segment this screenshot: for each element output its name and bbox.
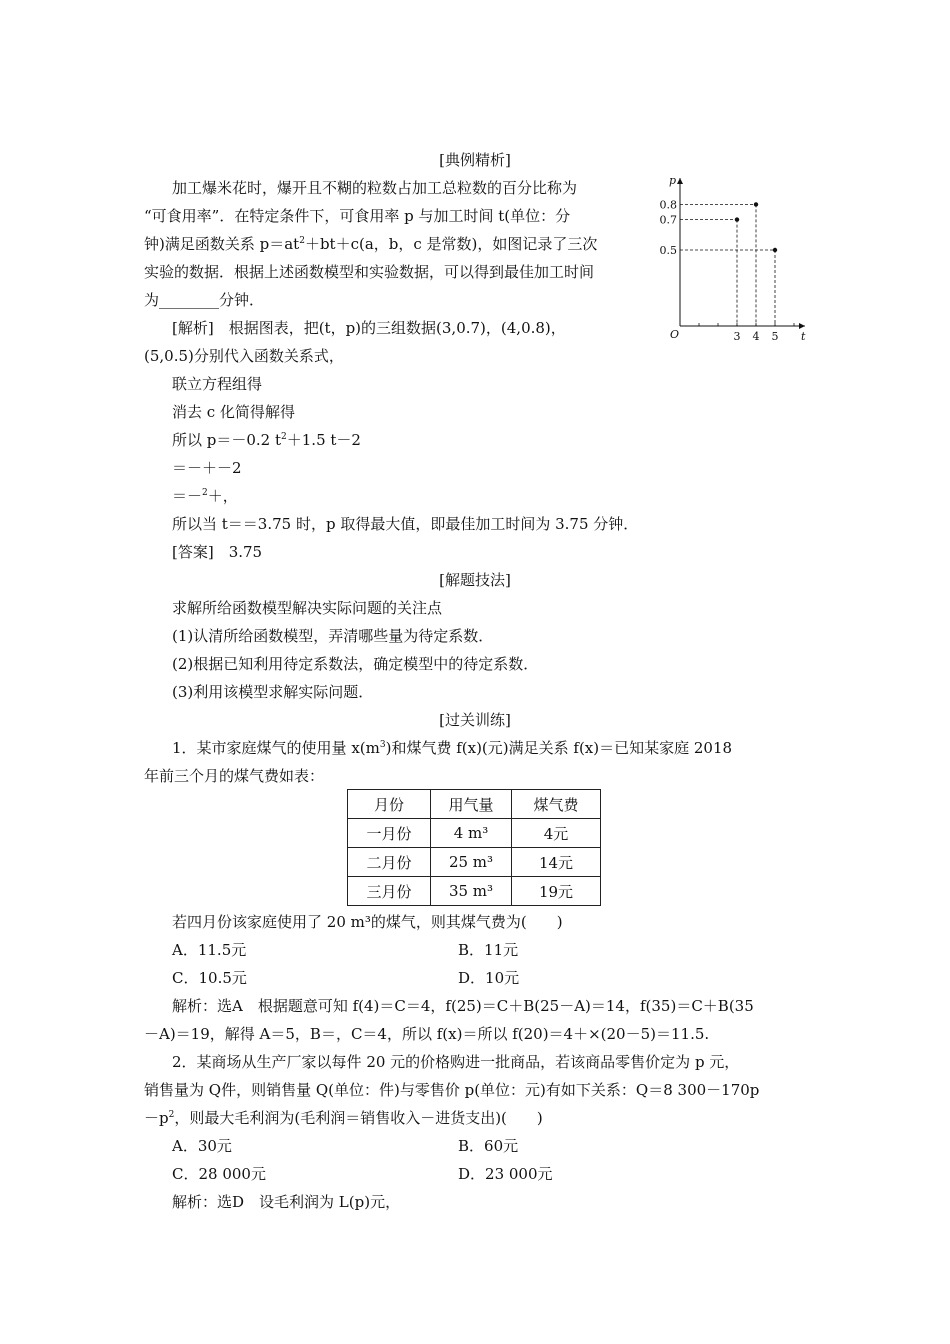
problem-line-2: “可食用率”．在特定条件下，可食用率 p 与加工时间 t(单位：分 <box>144 207 571 225</box>
q1-option-b: B．11元 <box>458 941 519 959</box>
technique-item-1: (1)认清所给函数模型，弄清哪些量为待定系数． <box>172 627 494 645</box>
x-axis-label: t <box>801 330 806 343</box>
q1-option-c: C．10.5元 <box>172 969 247 987</box>
experiment-scatter-chart <box>655 168 815 348</box>
data-point <box>735 217 739 221</box>
analysis-line-1: [解析] 根据图表，把(t，p)的三组数据(3,0.7)，(4,0.8)， <box>172 319 566 337</box>
problem-line-5: 为________分钟． <box>144 291 265 309</box>
analysis-line-4: 消去 c 化简得解得 <box>172 403 295 421</box>
analysis-line-5: 所以 p＝－0.2 $t^2+1.5$ t－2 <box>172 431 361 449</box>
y-axis-arrow <box>677 178 683 184</box>
table-row <box>348 848 601 877</box>
x-tick-label: 3 <box>733 330 741 343</box>
q2-line-1: 2．某商场从生产厂家以每件 20 元的价格购进一批商品，若该商品零售价定为 p 元， <box>172 1053 740 1071</box>
techniques-title: 求解所给函数模型解决实际问题的关注点 <box>172 599 443 617</box>
table-cell: 一月份 <box>348 819 431 848</box>
q1-line-1: 1．某市家庭煤气的使用量 $x(m^3)$和煤气费 f(x)(元)满足关系 f(x)＝已知某家庭 2018 <box>172 739 733 757</box>
gas-fee-table <box>347 789 601 906</box>
table-row <box>348 877 601 906</box>
x-tick-label: 5 <box>771 330 779 343</box>
q1-solution-line-2: －A)＝19，解得 A＝5，B＝，C＝4，所以 f(x)＝所以 f(20)＝4＋×(20－5)＝11.5. <box>144 1025 710 1043</box>
technique-item-2: (2)根据已知利用待定系数法，确定模型中的待定系数． <box>172 655 539 673</box>
q2-option-c: C．28 000元 <box>172 1165 266 1183</box>
problem-line-1: 加工爆米花时，爆开且不糊的粒数占加工总粒数的百分比称为 <box>172 179 578 197</box>
table-row <box>348 819 601 848</box>
analysis-line-6: ＝－＋－2 <box>172 459 242 477</box>
q2-line-2: 销售量为 Q件，则销售量 Q(单位：件)与零售价 p(单位：元)有如下关系：Q＝8 300－170p <box>144 1081 760 1099</box>
table-header-row <box>348 790 601 819</box>
q2-option-a: A．30元 <box>172 1137 232 1155</box>
analysis-line-3: 联立方程组得 <box>172 375 263 393</box>
y-tick-label: 0.8 <box>659 198 677 212</box>
table-cell: 25 m³ <box>431 848 512 877</box>
table-header-cell: 月份 <box>348 790 431 819</box>
data-point <box>773 248 777 252</box>
q2-line-3: $-p^2$，则最大毛利润为(毛利润＝销售收入－进货支出)( ) <box>144 1109 543 1127</box>
problem-line-3: 钟)满足函数关系 $p=at^2+bt+c(a$，b，c 是常数)，如图记录了三次 <box>144 235 598 253</box>
table-cell: 19元 <box>512 877 601 906</box>
table-cell: 4元 <box>512 819 601 848</box>
origin-label: O <box>670 328 680 341</box>
analysis-line-8: 所以当 t＝＝3.75 时，p 取得最大值，即最佳加工时间为 3.75 分钟． <box>172 515 639 533</box>
x-tick-label: 4 <box>752 330 760 343</box>
table-cell: 14元 <box>512 848 601 877</box>
x-axis-arrow <box>799 323 805 329</box>
q1-question: 若四月份该家庭使用了 20 m³的煤气，则其煤气费为( ) <box>172 913 563 931</box>
analysis-line-7: ＝－$^2$＋， <box>172 487 238 505</box>
q2-solution-line: 解析：选D 设毛利润为 L(p)元， <box>172 1193 401 1211</box>
q2-option-b: B．60元 <box>458 1137 519 1155</box>
q1-solution-line-1: 解析：选A 根据题意可知 f(4)＝C＝4，f(25)＝C＋B(25－A)＝14，f(35)＝C＋B(35 <box>172 997 754 1015</box>
technique-item-3: (3)利用该模型求解实际问题． <box>172 683 374 701</box>
problem-line-4: 实验的数据．根据上述函数模型和实验数据，可以得到最佳加工时间 <box>144 263 595 281</box>
table-header-cell: 煤气费 <box>512 790 601 819</box>
y-axis-label: p <box>668 174 676 187</box>
q2-option-d: D．23 000元 <box>458 1165 553 1183</box>
section-heading-examples: [典例精析] <box>439 151 511 169</box>
data-point <box>754 202 758 206</box>
q1-option-a: A．11.5元 <box>172 941 247 959</box>
table-cell: 三月份 <box>348 877 431 906</box>
y-tick-label: 0.5 <box>659 244 677 257</box>
analysis-line-2: (5,0.5)分别代入函数关系式， <box>144 347 344 365</box>
y-tick-label: 0.7 <box>659 213 677 227</box>
q1-option-d: D．10元 <box>458 969 520 987</box>
table-cell: 二月份 <box>348 848 431 877</box>
q1-line-2: 年前三个月的煤气费如表： <box>144 767 325 785</box>
section-heading-techniques: [解题技法] <box>439 571 511 589</box>
table-cell: 35 m³ <box>431 877 512 906</box>
table-cell: 4 m³ <box>431 819 512 848</box>
section-heading-practice: [过关训练] <box>439 711 511 729</box>
table-header-cell: 用气量 <box>431 790 512 819</box>
answer-line: [答案] 3.75 <box>172 543 263 561</box>
